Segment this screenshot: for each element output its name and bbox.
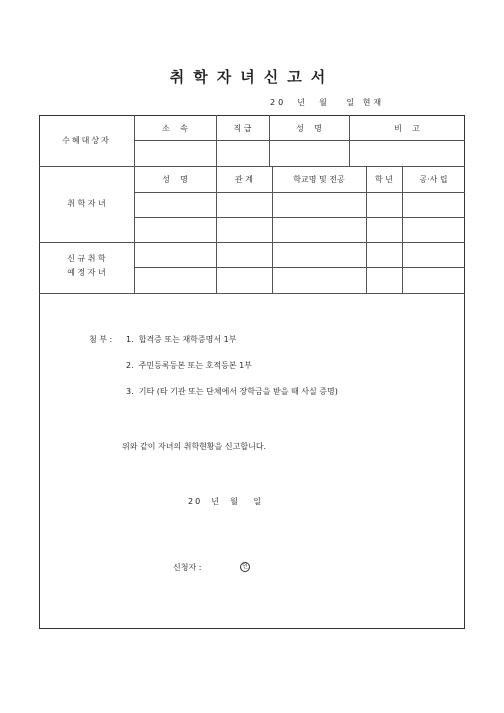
- header-rank: 직 급: [233, 124, 252, 133]
- new-enrollee-label-line1: 신 규 취 학: [67, 254, 106, 263]
- col-divider: [366, 166, 367, 293]
- new-enrollee-label-line2: 예 정 자 녀: [67, 268, 106, 277]
- divider-beneficiary-header: [134, 140, 465, 141]
- header-public-private: 공·사 립: [419, 175, 448, 184]
- header-affiliation: 소 속: [162, 124, 188, 133]
- col-divider: [402, 166, 403, 293]
- header-relation: 관 계: [235, 175, 253, 184]
- applicant-label: 신청자 :: [173, 563, 202, 572]
- page-title: 취학자녀신고서: [169, 68, 335, 86]
- attachment-item: 1. 합격증 또는 재학증명서 1부: [126, 335, 237, 344]
- divider-new-row1: [134, 267, 465, 268]
- divider-children-row1: [134, 217, 465, 218]
- attachments-label: 첨 부 :: [89, 335, 113, 344]
- declaration-statement: 위와 같이 자녀의 취학현황을 신고합니다.: [122, 442, 267, 451]
- children-label: 취 학 자 녀: [67, 199, 106, 208]
- header-grade: 학 년: [375, 175, 393, 184]
- declaration-date: 20 년 월 일: [188, 497, 264, 506]
- header-child-name: 성 명: [162, 175, 188, 184]
- beneficiary-label: 수혜대상자: [62, 136, 111, 145]
- header-remarks: 비 고: [394, 124, 420, 133]
- col-divider: [272, 166, 273, 293]
- attachment-item: 2. 주민등록등본 또는 호적등본 1부: [126, 361, 252, 370]
- header-name: 성 명: [296, 124, 322, 133]
- divider-children-header: [134, 192, 465, 193]
- divider-table-bottom: [39, 293, 465, 294]
- header-school-major: 학교명 및 전공: [293, 175, 345, 184]
- attachment-item: 3. 기타 (타 기관 또는 단체에서 장학금을 받을 때 사실 증명): [126, 387, 338, 396]
- as-of-date: 20 년 월 일 현재: [270, 98, 385, 107]
- col-divider: [216, 166, 217, 293]
- seal-mark-icon: 인: [240, 562, 250, 572]
- column-label-divider: [134, 115, 135, 293]
